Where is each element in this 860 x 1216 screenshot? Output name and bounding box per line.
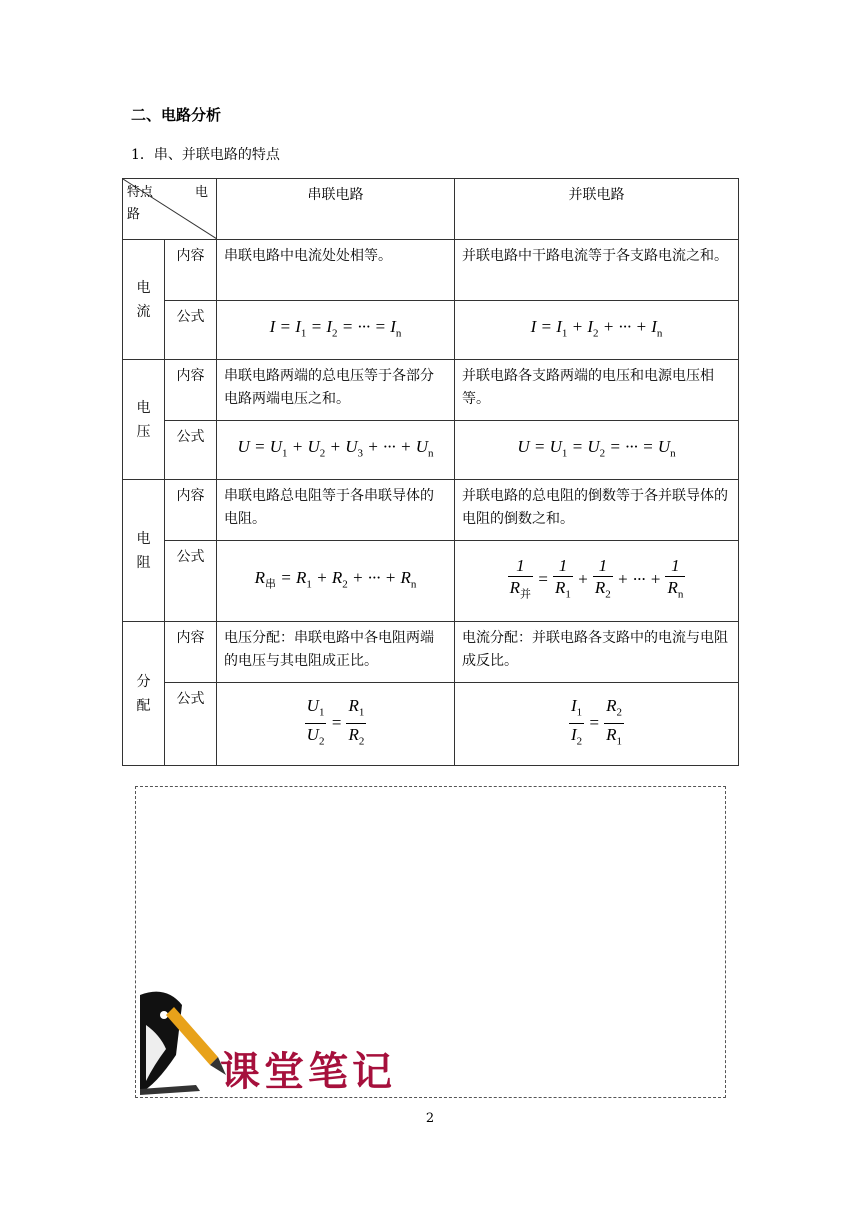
header-series: 串联电路 [217,179,455,240]
current-series-text: 串联电路中电流处处相等。 [217,240,455,301]
voltage-series-text: 串联电路两端的总电压等于各部分电路两端电压之和。 [217,360,455,421]
distribution-parallel-text: 电流分配：并联电路各支路中的电流与电阻成反比。 [455,622,739,683]
voltage-parallel-text: 并联电路各支路两端的电压和电源电压相等。 [455,360,739,421]
label-formula: 公式 [165,421,217,480]
voltage-parallel-formula: $U = U_1 = U_2$ = ··· = $U_n$ [455,421,739,480]
corner-label-circuit-2: 路 [127,207,141,222]
current-parallel-formula: $I = I_1 + I_2$ + ··· + $I_n$ [455,301,739,360]
category-resistance: 电 阻 [123,480,165,622]
category-current: 电 流 [123,240,165,360]
table-corner-cell [123,179,217,240]
resistance-series-text: 串联电路总电阻等于各串联导体的电阻。 [217,480,455,541]
circuit-table [122,178,739,766]
label-content: 内容 [165,622,217,683]
resistance-parallel-formula: $\frac{1}{R_并}$ = $\frac{1}{R_1}$ + $\frac{1}{R_2}$ + ··· + $\frac{1}{R_n}$ [455,541,739,622]
category-voltage: 电 压 [123,360,165,480]
notes-label: 课堂笔记 [220,1048,396,1095]
label-content: 内容 [165,240,217,301]
section-heading: 二、电路分析 [131,106,222,124]
label-content: 内容 [165,360,217,421]
distribution-series-text: 电压分配：串联电路中各电阻两端的电压与其电阻成正比。 [217,622,455,683]
resistance-parallel-text: 并联电路的总电阻的倒数等于各并联导体的电阻的倒数之和。 [455,480,739,541]
header-parallel: 并联电路 [455,179,739,240]
distribution-parallel-formula: $\frac{I_1}{I_2}$ = $\frac{R_2}{R_1}$ [455,683,739,766]
penguin-pencil-icon [136,985,226,1097]
label-formula: 公式 [165,541,217,622]
category-distribution: 分 配 [123,622,165,766]
distribution-series-formula: $\frac{U_1}{U_2}$ = $\frac{R_1}{R_2}$ [217,683,455,766]
page-number: 2 [425,1111,435,1126]
label-formula: 公式 [165,683,217,766]
label-content: 内容 [165,480,217,541]
current-series-formula: $I = I_1 = I_2$ = ··· = $I_n$ [217,301,455,360]
subsection-heading: 1．串、并联电路的特点 [131,147,280,163]
resistance-series-formula: $R_串 = R_1 + R_2$ + ··· + $R_n$ [217,541,455,622]
corner-label-feature: 特点 [127,185,154,200]
current-parallel-text: 并联电路中干路电流等于各支路电流之和。 [455,240,739,301]
corner-label-circuit-1: 电 [194,185,208,200]
voltage-series-formula: $U = U_1 + U_2 + U_3$ + ··· + $U_n$ [217,421,455,480]
label-formula: 公式 [165,301,217,360]
